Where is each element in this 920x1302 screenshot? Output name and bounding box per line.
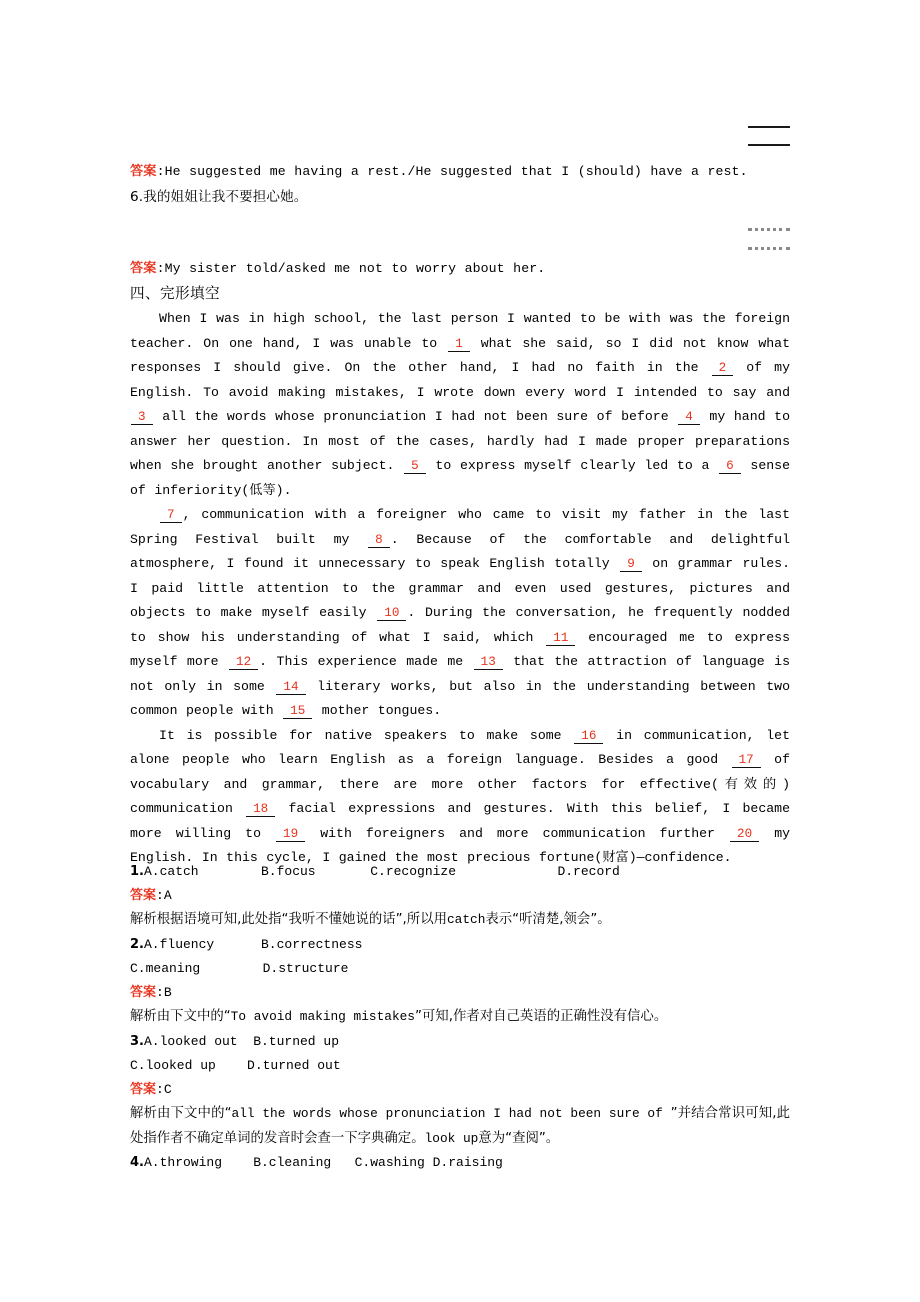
question-3-options[interactable]: 3.A.looked out B.turned up [130, 1033, 340, 1049]
question-3-explanation: 解析由下文中的“all the words whose pronunciation I had not been sure of ”并结合常识可知,此处指作者不确定单词的发音时会查一下字典确定。look up意为“查阅”。 [130, 1106, 791, 1146]
cloze-blank-7[interactable]: 7 [160, 508, 182, 523]
cloze-blank-15[interactable]: 15 [283, 704, 312, 719]
question-number: 1. [130, 864, 144, 879]
answer-line-5 [130, 160, 790, 209]
cloze-blank-2[interactable]: 2 [712, 361, 734, 376]
question-2-explanation: 解析由下文中的“To avoid making mistakes”可知,作者对自己英语的正确性没有信心。 [130, 1009, 668, 1025]
cloze-passage [130, 307, 790, 871]
answer-rule [748, 144, 790, 146]
answer-rule-group-bottom [748, 228, 790, 250]
passage-paragraph-1: When I was in high school, the last person I wanted to be with was the foreign teacher. On one hand, I was unable to 1 what she said, so I did not know what responses I should give. On the other hand, I had no faith in the 2 of my English. To avoid making mistakes, I wrote down every word I intended to say and 3 all the words whose pronunciation I had not been sure of before 4 my hand to answer her question. In most of the cases, hardly had I made proper preparations when she brought another subject. 5 to express myself clearly led to a 6 sense of inferiority(低等). [130, 311, 790, 498]
question-number: 2. [130, 936, 144, 952]
question-1-answer: 答案:A [130, 888, 172, 904]
question-2-answer: 答案:B [130, 985, 172, 1001]
cloze-blank-10[interactable]: 10 [377, 606, 406, 621]
cloze-blank-14[interactable]: 14 [276, 680, 305, 695]
question-number: 4. [130, 1155, 144, 1171]
cloze-blank-3[interactable]: 3 [131, 410, 153, 425]
answer-label: 答案 [130, 1082, 157, 1098]
question-4-options[interactable]: 4.A.throwing B.cleaning C.washing D.raising [130, 1155, 503, 1171]
question-3-answer: 答案:C [130, 1082, 172, 1098]
passage-paragraph-2: 7 , communication with a foreigner who came to visit my father in the last Spring Festival built my 8 . Because of the comfortable and delightful atmosphere, I found it unnecessary to speak English totally 9 on grammar rules. I paid little attention to the grammar and even used gestures, pictures and objects to make myself easily 10 . During the conversation, he frequently nodded to show his understanding of what I said, which 11 encouraged me to express myself more 12 . This experience made me 13 that the attraction of language is not only in some 14 literary works, but also in the understanding between two common people with 15 mother tongues. [130, 507, 791, 718]
answer-label: 答案 [130, 888, 157, 904]
cloze-blank-4[interactable]: 4 [678, 410, 700, 425]
cloze-blank-16[interactable]: 16 [574, 729, 603, 744]
explanation-quote: look up [424, 1130, 479, 1146]
cloze-blank-5[interactable]: 5 [404, 459, 426, 474]
explanation-quote: To avoid making mistakes [230, 1009, 415, 1025]
answer-rule [748, 247, 790, 250]
question-2-options[interactable]: C.meaning D.structure [130, 961, 349, 977]
question-3-options[interactable]: C.looked up D.turned out [130, 1058, 341, 1074]
question-number: 3. [130, 1033, 144, 1049]
cloze-blank-20[interactable]: 20 [730, 827, 759, 842]
cloze-blank-8[interactable]: 8 [368, 533, 390, 548]
answer-text: :He suggested me having a rest./He suggested that I (should) have a rest. [156, 164, 748, 179]
cloze-blank-1[interactable]: 1 [448, 337, 470, 352]
passage-paragraph-3: It is possible for native speakers to make some 16 in communication, let alone people who learn English as a foreign language. Besides a good 17 of vocabulary and grammar, there are more other factors for effective(有效的) communication 18 facial expressions and gestures. With this belief, I became more willing to 19 with foreigners and more communication further 20 my English. In this cycle, I gained the most precious fortune(财富)—confidence. [130, 727, 791, 865]
cloze-blank-11[interactable]: 11 [546, 631, 575, 646]
question-1-explanation: 解析根据语境可知,此处指“我听不懂她说的话”,所以用catch表示“听清楚,领会”。 [130, 912, 611, 928]
question-1-options[interactable]: 1.A.catch B.focus C.recognize D.record [130, 864, 620, 879]
answer-label: 答案 [130, 261, 157, 276]
cloze-blank-13[interactable]: 13 [474, 655, 503, 670]
answer-line-6 [130, 257, 790, 282]
explanation-quote: all the words whose pronunciation I had not been sure of [231, 1106, 671, 1122]
answer-text: :My sister told/asked me not to worry about her. [156, 261, 546, 276]
cloze-blank-12[interactable]: 12 [229, 655, 258, 670]
question-6-prompt: 6.我的姐姐让我不要担心她。 [130, 188, 308, 205]
answer-rule-group-top [748, 126, 790, 146]
cloze-blank-18[interactable]: 18 [246, 802, 275, 817]
answer-label: 答案 [130, 164, 157, 179]
explanation-quote: catch [446, 912, 486, 928]
section-heading: 四、完形填空 [130, 285, 220, 302]
cloze-blank-6[interactable]: 6 [719, 459, 741, 474]
questions-list [130, 860, 790, 1175]
cloze-blank-19[interactable]: 19 [276, 827, 305, 842]
cloze-blank-17[interactable]: 17 [732, 753, 761, 768]
answer-label: 答案 [130, 985, 157, 1001]
question-2-options[interactable]: 2.A.fluency B.correctness [130, 936, 363, 952]
cloze-blank-9[interactable]: 9 [620, 557, 642, 572]
